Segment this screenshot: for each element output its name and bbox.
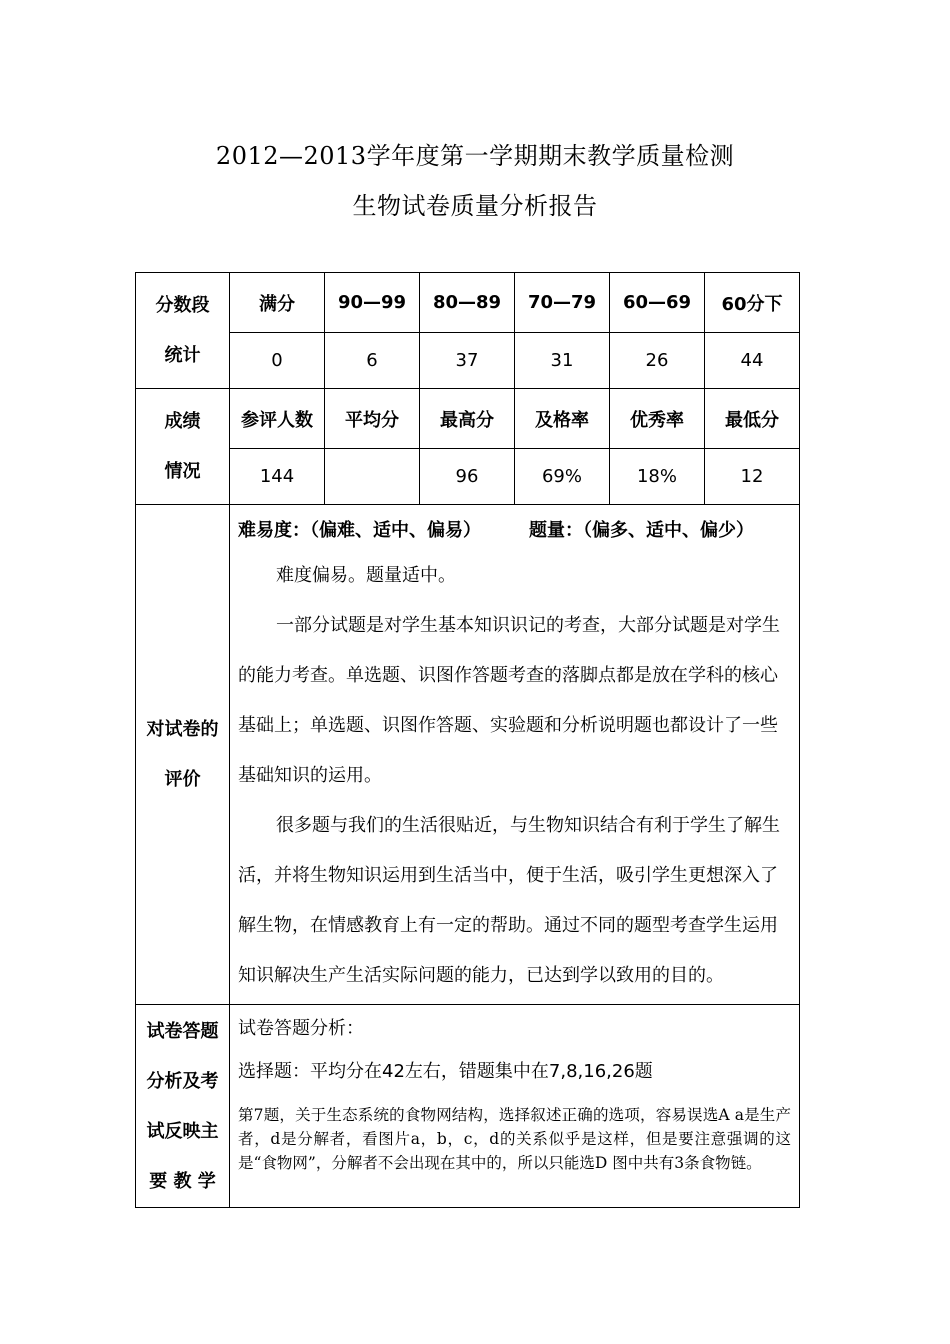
choice-summary: 选择题：平均分在42左右，错题集中在7,8,16,26题: [238, 1061, 653, 1082]
result-section-label: [136, 389, 230, 505]
result-header-cell: 平均分: [325, 389, 420, 449]
result-value-cell: 69%: [515, 449, 610, 505]
result-value-cell: 12: [705, 449, 800, 505]
result-value-cell: [325, 449, 420, 505]
score-section-label: [136, 273, 230, 389]
score-value-cell: 26: [610, 333, 705, 389]
quantity-label: 题量：（偏多、适中、偏少）: [529, 520, 754, 541]
score-header-cell: 70—79: [515, 273, 610, 333]
score-header-cell: 80—89: [420, 273, 515, 333]
analysis-table: [135, 272, 800, 1208]
score-value-cell: 0: [230, 333, 325, 389]
analysis-row: [136, 1005, 800, 1208]
score-header-cell: 60—69: [610, 273, 705, 333]
evaluation-paragraph: 一部分试题是对学生基本知识识记的考查，大部分试题是对学生的能力考查。单选题、识图作答题考查的落脚点都是放在学科的核心基础上；单选题、识图作答题、实验题和分析说明题也都设计了一些基础知识的运用。: [238, 615, 780, 786]
result-value-cell: 18%: [610, 449, 705, 505]
result-header-cell: 及格率: [515, 389, 610, 449]
report-title-line2: 生物试卷质量分析报告: [352, 192, 598, 220]
result-label-line2: 情况: [164, 460, 201, 482]
evaluation-label: [136, 505, 230, 1005]
difficulty-label: 难易度：（偏难、适中、偏易）: [238, 520, 481, 541]
evaluation-label-line1: 对试卷的: [146, 718, 219, 740]
evaluation-paragraph: 难度偏易。题量适中。: [276, 565, 456, 586]
evaluation-content: [230, 505, 800, 1005]
report-title-line1: 2012—2013学年度第一学期期末教学质量检测: [215, 142, 735, 170]
analysis-label-line3: 试反映主: [146, 1121, 219, 1142]
score-value-row: [136, 333, 800, 389]
score-label-line1: 分数段: [155, 294, 210, 316]
result-header-cell: 最低分: [705, 389, 800, 449]
analysis-label-line1: 试卷答题: [146, 1021, 219, 1042]
result-header-cell: 优秀率: [610, 389, 705, 449]
difficulty-quantity-line: [238, 511, 791, 551]
score-label-line2: 统计: [164, 344, 201, 366]
analysis-label-line2: 分析及考: [146, 1071, 219, 1092]
score-header-row: [136, 273, 800, 333]
result-value-row: [136, 449, 800, 505]
analysis-heading: 试卷答题分析：: [238, 1018, 364, 1039]
analysis-content: [230, 1005, 800, 1208]
score-header-cell: 90—99: [325, 273, 420, 333]
analysis-label: [136, 1005, 230, 1208]
result-header-row: [136, 389, 800, 449]
score-value-cell: 6: [325, 333, 420, 389]
result-header-cell: 最高分: [420, 389, 515, 449]
score-value-cell: 37: [420, 333, 515, 389]
score-header-cell: 满分: [230, 273, 325, 333]
result-label-line1: 成绩: [164, 410, 201, 432]
question7-analysis: 第7题，关于生态系统的食物网结构，选择叙述正确的选项，容易误选A a是生产者，d是分解者，看图片a，b，c，d的关系似乎是这样，但是要注意强调的这是“食物网”，分解者不会出现在其中的，所以只能选D 图中共有3条食物链。: [238, 1106, 791, 1172]
evaluation-paragraph: 很多题与我们的生活很贴近，与生物知识结合有利于学生了解生活，并将生物知识运用到生活当中，便于生活，吸引学生更想深入了解生物，在情感教育上有一定的帮助。通过不同的题型考查学生运用知识解决生产生活实际问题的能力，已达到学以致用的目的。: [238, 815, 780, 986]
analysis-label-line4: 要 教 学: [149, 1171, 216, 1192]
score-value-cell: 31: [515, 333, 610, 389]
evaluation-row: [136, 505, 800, 1005]
score-value-cell: 44: [705, 333, 800, 389]
result-value-cell: 144: [230, 449, 325, 505]
result-value-cell: 96: [420, 449, 515, 505]
score-header-cell: 60分下: [705, 273, 800, 333]
result-header-cell: 参评人数: [230, 389, 325, 449]
evaluation-label-line2: 评价: [164, 768, 201, 790]
